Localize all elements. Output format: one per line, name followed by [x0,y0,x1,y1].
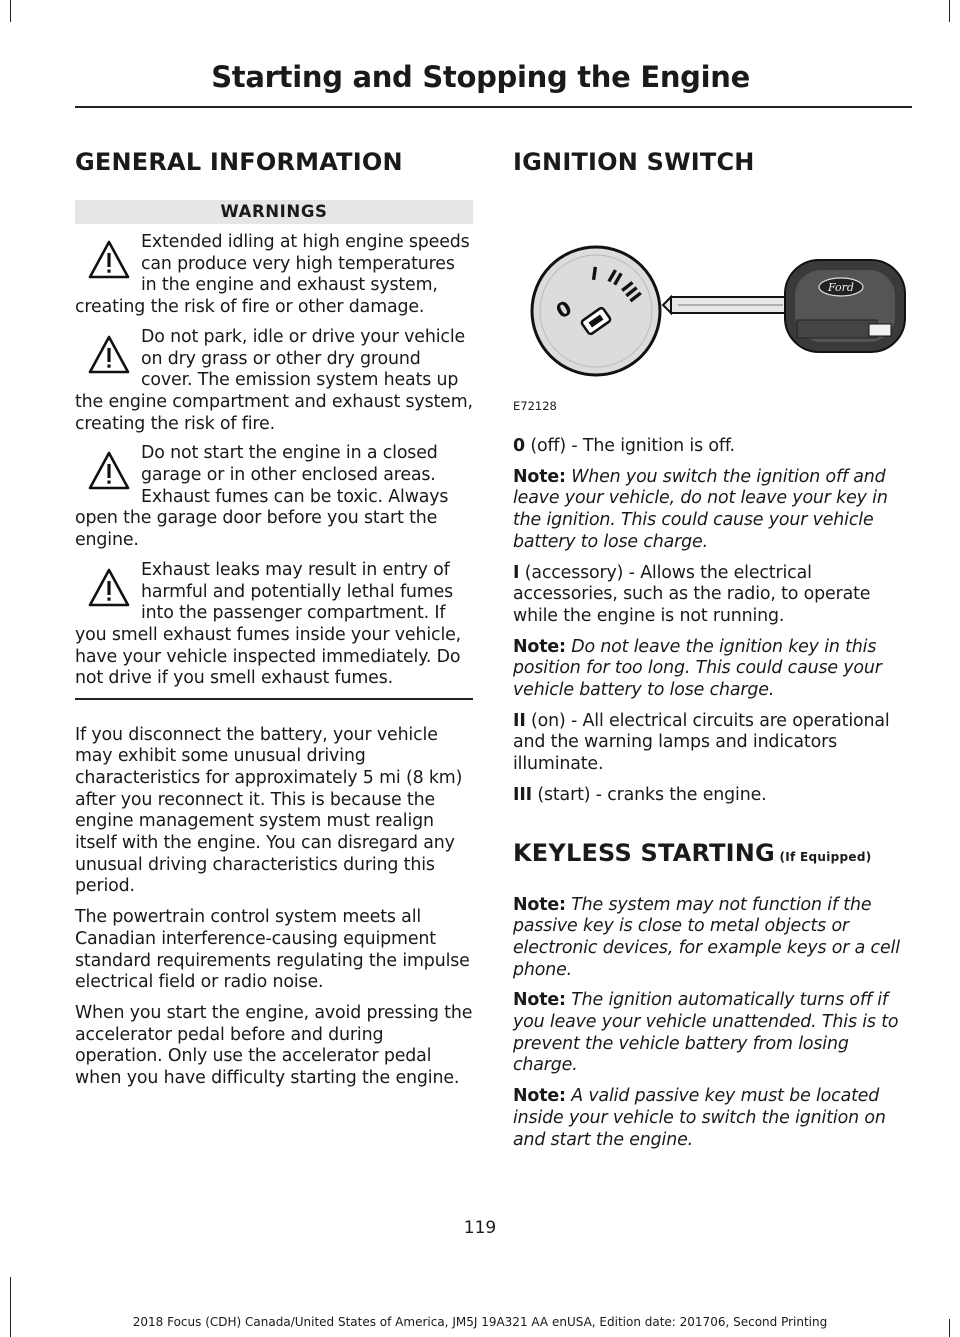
dial-mark-accessory: I [589,263,600,286]
dial-mark-on: II [603,265,626,291]
crop-mark-top-left [10,0,12,22]
section-heading-keyless-starting: KEYLESS STARTING (If Equipped) [513,838,872,867]
note-paragraph: Note: The system may not function if the passive key is close to metal objects or electronic devices, for example keys or a cell phone. [513,894,900,980]
warning-text: Exhaust leaks may result in entry of harmful and potentially lethal fumes into the passenger compartment. If you smell exhaust fumes inside your vehicle, have your vehicle inspected immediately. Do not drive if you smell exhaust fumes. [75,559,462,689]
ignition-position-accessory: I (accessory) - Allows the electrical accessories, such as the radio, to operate while the engine is not running. [513,562,871,626]
section-heading-general-information: GENERAL INFORMATION [75,148,403,176]
dial-mark-start: III [616,277,646,307]
ignition-position-off: 0 (off) - The ignition is off. [513,436,735,456]
page-number: 119 [463,1218,497,1238]
header-rule [75,106,912,108]
note-paragraph: Note: When you switch the ignition off and leave your vehicle, do not leave your key in the ignition. This could cause your vehicle battery to lose charge. [513,466,888,552]
page-header-title: Starting and Stopping the Engine [211,60,750,94]
warning-triangle-icon [87,566,131,610]
key-brand-logo: Ford [828,281,854,294]
warning-triangle-icon [87,449,131,493]
body-paragraph: When you start the engine, avoid pressing the accelerator pedal before and during operation. Only use the accelerator pedal when you have difficulty starting the engine. [75,1003,473,1089]
warning-triangle-icon [87,238,131,282]
section-heading-ignition-switch: IGNITION SWITCH [513,148,755,176]
warning-triangle-icon [87,333,131,377]
warning-item [75,327,473,436]
note-paragraph: Note: The ignition automatically turns off if you leave your vehicle unattended. This is to prevent the vehicle battery from losing charge. [513,990,899,1076]
left-column [75,146,473,1090]
warning-text: Extended idling at high engine speeds can produce very high temperatures in the engine and exhaust system, creating the risk of fire or other damage. [75,232,470,318]
warning-item [75,443,473,552]
warning-text: Do not park, idle or drive your vehicle on dry grass or other dry ground cover. The emission system heats up the engine compartment and exhaust system, creating the risk of fire. [75,326,473,434]
page-footer: 2018 Focus (CDH) Canada/United States of America, JM5J 19A321 AA enUSA, Edition date: 201706, Second Printing [132,1315,828,1329]
note-paragraph: Note: A valid passive key must be located inside your vehicle to switch the ignition on and start the engine. [513,1086,886,1150]
ignition-key-figure [513,194,911,424]
crop-mark-top-right [948,0,950,22]
warning-item [75,560,473,690]
right-column [513,146,911,1151]
figure-id-label: E72128 [513,399,557,413]
note-paragraph: Note: Do not leave the ignition key in this position for too long. This could cause your vehicle battery to lose charge. [513,636,882,701]
ignition-position-on: II (on) - All electrical circuits are operational and the warning lamps and indicators illuminate. [513,710,890,775]
warning-text: Do not start the engine in a closed garage or in other enclosed areas. Exhaust fumes can be toxic. Always open the garage door before you start the engine. [75,443,449,551]
dial-mark-off: 0 [551,295,576,324]
warning-item [75,232,473,319]
ignition-position-start: III (start) - cranks the engine. [513,784,767,805]
warnings-header: WARNINGS [75,200,473,224]
warnings-end-rule [75,698,473,700]
body-paragraph: The powertrain control system meets all Canadian interference-causing equipment standard requirements regulating the impulse electrical field or radio noise. [75,907,470,993]
body-paragraph: If you disconnect the battery, your vehicle may exhibit some unusual driving characteristics for approximately 5 mi (8 km) after you reconnect it. This is because the engine management system must realign itself with the engine. You can disregard any unusual driving characteristics during this period. [75,724,463,897]
ignition-switch-illustration [513,194,911,394]
